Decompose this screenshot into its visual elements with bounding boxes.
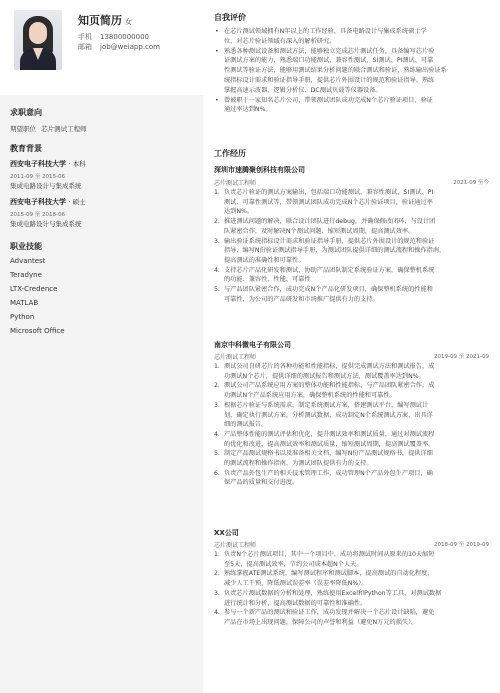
- education-major: 集成电路设计与集成系统: [10, 220, 82, 228]
- company-name: 南京中科微电子有限公司: [214, 341, 291, 349]
- education-dates: 2015-09 至 2018-06: [10, 212, 65, 218]
- sidebar: [0, 0, 203, 693]
- education-school: [10, 159, 86, 169]
- job-intent-value: 芯片测试工程师: [41, 125, 87, 133]
- school-name: 西安电子科技大学: [10, 160, 66, 168]
- duty-item: 2. 推进测试问题的解决，联合设计团队进行debug，并确保修改闭环，与设计团 队紧密合作，及时解决N个测试问题，缩短测试周期，提高测试效率。: [214, 218, 436, 235]
- school-name: 西安电子科技大学: [10, 198, 66, 206]
- education-school: [10, 197, 86, 207]
- duty-item: 5. 与产品团队紧密合作，成功完成N个产品化研发项目，确保整机系统的性能和 可靠性，为公司的产品研发和市场推广提供有力的支持。: [214, 286, 433, 303]
- duty-item: 3. 输出验证系统指标设计需求和验证指导手册，提供芯片外围设计的规范和验证 指导，编写N份验证测试指导手册，为测试团队提供详细的测试流程和操作指南， 提高测试的准确性和可靠性。: [214, 237, 446, 264]
- job-role: 芯片测试工程师: [214, 180, 257, 187]
- duty-item: 1. 负责芯片验证的测试方案输出，包括端口功能测试、兼容性测试、SI测试、PI 测试、可靠性测试等，带领测试团队成功完成N个芯片验证项目，验证通过率 达到N%。: [214, 189, 434, 216]
- education-dates: 2011-09 至 2015-06: [10, 174, 65, 180]
- email-value: job@weiapp.com: [100, 43, 160, 51]
- duty-item: 3. 根据芯片验证与系统需求，制定系统测试方案，搭建测试平台，编写测试计 划，确定执行测试方案，分析测试数据，成功制定N个系统测试方案，出具详 细的测试报告。: [214, 401, 433, 429]
- duty-item: 5. 制定产品测试规格书以及准备相关文档，编写N份产品测试规格书，提供详细 的测试流程和操作指南，为测试团队提供有力的支持。: [214, 450, 433, 468]
- job-dates: 2019-09 至 2021-09: [434, 354, 489, 360]
- job-dates: 2018-09 至 2019-09: [434, 542, 489, 548]
- duty-item: 4. 参与一个新产品的测试和验证工作，成功发现并解决一个芯片设计缺陷，避免 产品在市场上出现问题，保障公司的声誉和利益（避免N万元的损失）。: [214, 609, 435, 626]
- skills-title: 职业技能: [10, 242, 42, 251]
- job-intent-title: 求职意向: [10, 108, 42, 117]
- duty-item: 3. 负责芯片测试数据的分析和处理，熟练使用Excel和Python等工具，对测试数据 进行统计和分析，提高测试数据的可靠性和准确性。: [214, 589, 442, 607]
- job-role: 芯片测试工程师: [214, 542, 257, 549]
- skill-item: Teradyne: [10, 271, 42, 279]
- candidate-name: [78, 12, 132, 28]
- duty-item: 1. 测试公司自研芯片的各种功能和性能指标，提供完成测试方法和测试报告，成 功测试N个芯片，提供详细的测试报告和测试方法，测试覆盖率达到N%。: [214, 363, 435, 380]
- self-eval-title: 自我评价: [214, 13, 246, 22]
- job-intent-row: [10, 124, 87, 133]
- skill-item: Microsoft Office: [10, 327, 65, 335]
- duty-item: 4. 产品整体性能的测试评估和优化，提升测试效率和测试质量，通过对测试流程 的优化和改进，提高测试效率和测试质量，缩短测试周期，提高测试覆盖率。: [214, 430, 435, 448]
- work-title: 工作经历: [214, 149, 246, 158]
- skill-item: Advantest: [10, 257, 46, 265]
- duty-item: 6. 负责产品外包生产的相关技术管理工作，成功管理N个产品外包生产项目，确 保产品的质量和交付进度。: [214, 469, 433, 487]
- job-dates: 2021-09 至今: [453, 180, 489, 186]
- degree-text: · 硕士: [68, 198, 86, 206]
- profile-photo: [14, 10, 62, 70]
- job-role: 芯片测试工程师: [214, 354, 257, 361]
- phone-row: [78, 32, 149, 42]
- job-duties: [214, 188, 490, 304]
- phone-label: 手机: [78, 33, 92, 41]
- job-duties: [214, 550, 490, 628]
- skill-item: MATLAB: [10, 299, 39, 307]
- education-major: 集成电路设计与集成系统: [10, 182, 82, 190]
- email-row: [78, 42, 160, 52]
- gender-text: 女: [125, 18, 132, 26]
- skill-item: LTX-Credence: [10, 285, 58, 293]
- self-eval-list: [214, 27, 490, 115]
- self-eval-item: • 曾被职于一家知名芯片公司，带领测试团队成功完成N个芯片验证项目，验证 通过率达到N%。: [214, 96, 490, 116]
- education-title: 教育背景: [10, 144, 42, 153]
- job-intent-label: 期望职位: [10, 125, 36, 133]
- self-eval-item: • 熟悉各种测试设备和测试方法，能够独立完成芯片测试任务，具备编写芯片验 证测试方案的能力，熟悉端口功能测试、兼容性测试、SI测试、PI测试、可靠 性测试等验证方法，能够用测试结果分析问题的联合测试和验证，熟练输出验证系 统指标设计需求和验证指导手册，提供芯片外围设计的规范和验证指导。熟练 掌握高速示波器、逻辑分析仪、DC测试负载等仪器设备。: [214, 47, 490, 96]
- company-name: 深圳市速腾聚创科技有限公司: [214, 166, 305, 174]
- duty-item: 2. 测试公司产品系统应用方案的整体功能和性能指标，与产品团队紧密合作，成 功测试N个产品系统应用方案，确保整机系统的性能和可靠性。: [214, 382, 435, 400]
- skill-item: Python: [10, 313, 35, 321]
- duty-item: 2. 熟练掌握ATE测试系统，编写测试程序和测试脚本，提高测试的自动化程度， 减少人工干预，降低测试误差率（误差率降低N%）。: [214, 570, 434, 588]
- degree-text: · 本科: [68, 160, 86, 168]
- phone-value: 13800000000: [100, 33, 149, 41]
- duty-item: 4. 支持芯片产品化研发和测试，协助产品团队制定系统验证方案，确保整机系统 的功能、兼容性、性能、可靠性: [214, 266, 435, 284]
- duty-item: 1. 负责N个芯片测试项目，其中一个项目中，成功将测试时间从原来的10天缩短 至5天，提高测试效率，节约公司成本超N个人天。: [214, 551, 435, 568]
- main-content: [203, 0, 500, 693]
- email-label: 邮箱: [78, 43, 92, 51]
- self-eval-item: • 在芯片测试领域拥有N年以上的工作经验，具备电路设计与集成系统硕士学 位，对芯片验证领域有深入的解析研究。: [214, 27, 490, 47]
- company-name: XX公司: [214, 529, 239, 537]
- name-text: 知页简历: [78, 14, 122, 27]
- job-duties: [214, 362, 490, 488]
